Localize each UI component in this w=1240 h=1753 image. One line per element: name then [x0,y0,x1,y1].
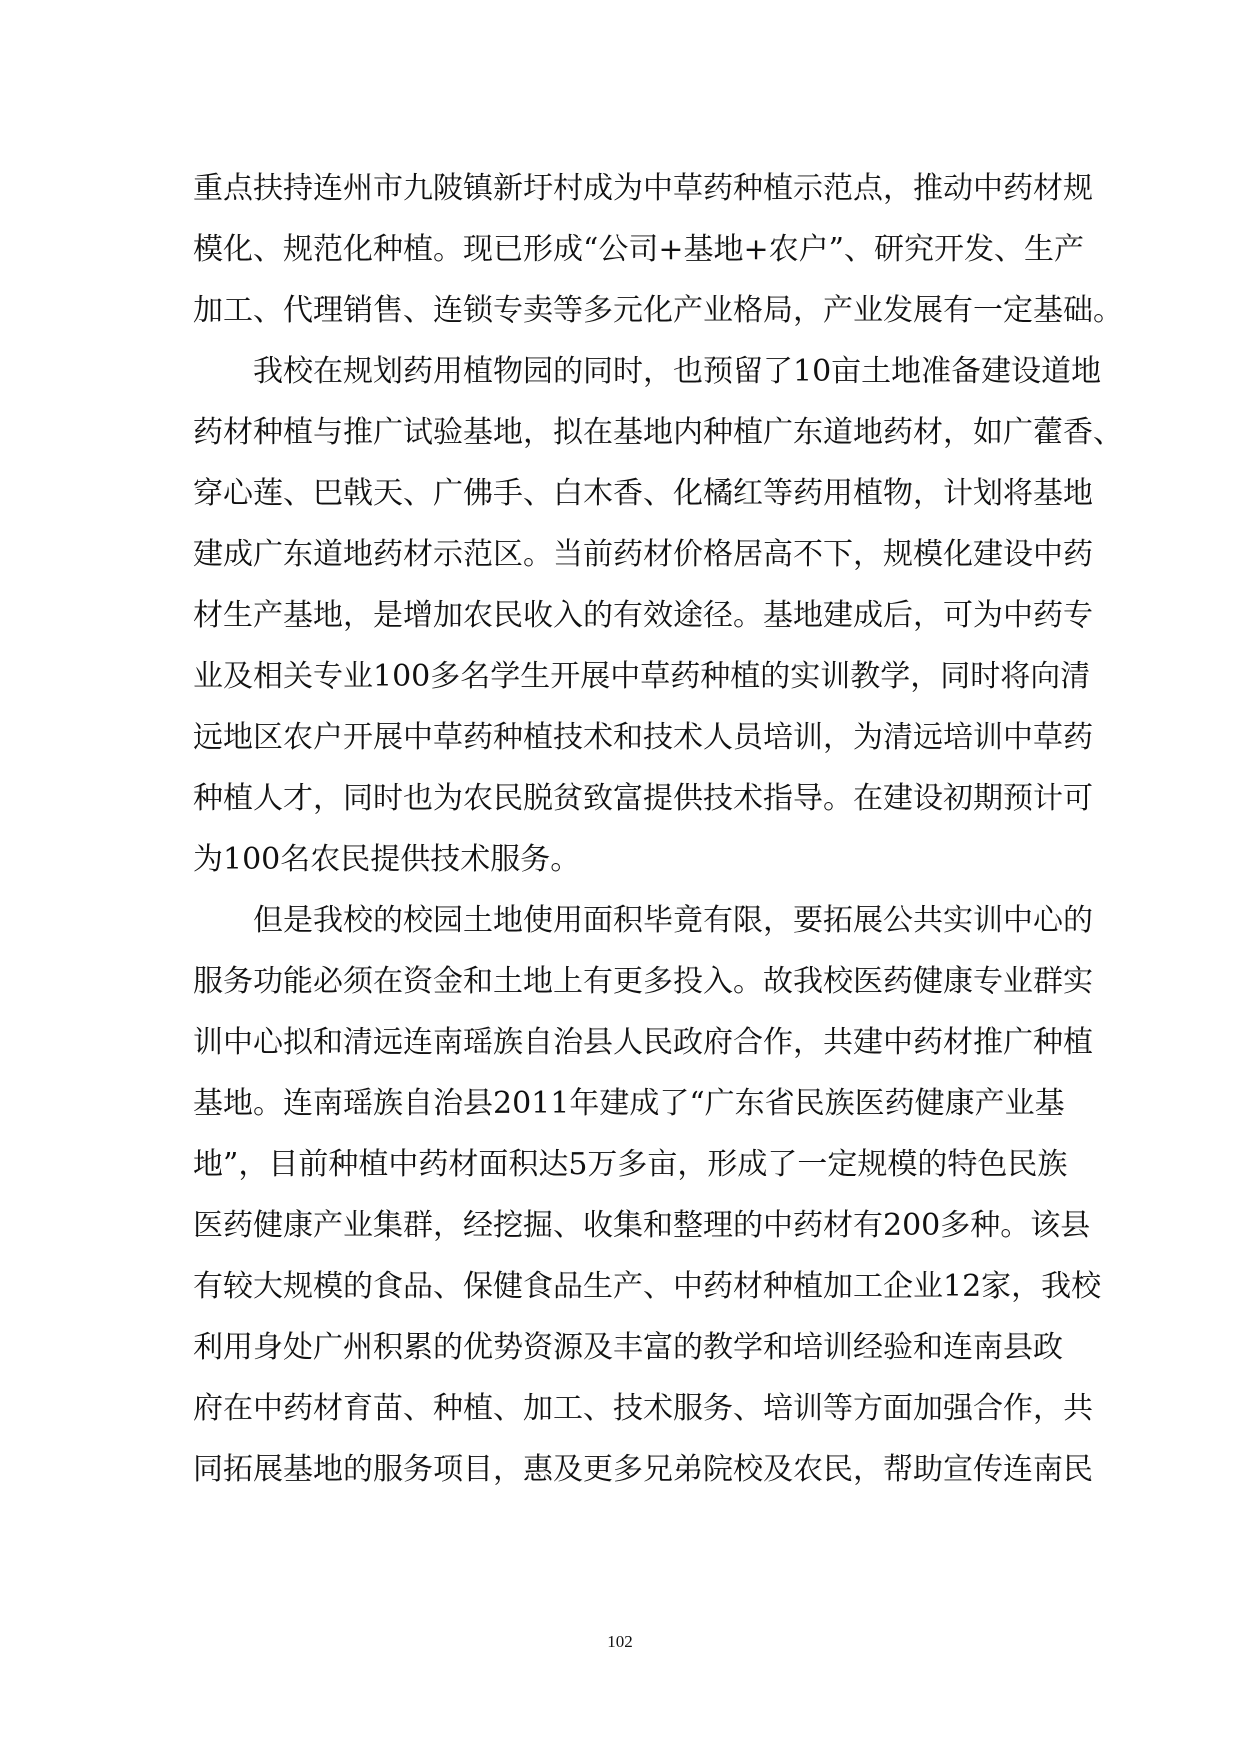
text-line: 医药健康产业集群，经挖掘、收集和整理的中药材有200多种。该县 [193,1208,1091,1243]
text-line: 我校在规划药用植物园的同时，也预留了10亩土地准备建设道地 [253,354,1102,389]
text-line: 种植人才，同时也为农民脱贫致富提供技术指导。在建设初期预计可 [193,781,1093,816]
paragraph-2 [193,341,1123,890]
text-line: 重点扶持连州市九陂镇新圩村成为中草药种植示范点，推动中药材规 [193,171,1093,206]
page-number: 102 [607,1632,633,1651]
text-line: 模化、规范化种植。现已形成“公司+基地+农户”、研究开发、生产 [193,232,1084,267]
text-line: 药材种植与推广试验基地，拟在基地内种植广东道地药材，如广藿香、 [193,415,1123,450]
text-line: 地”，目前种植中药材面积达5万多亩，形成了一定规模的特色民族 [193,1147,1068,1182]
text-line: 训中心拟和清远连南瑶族自治县人民政府合作，共建中药材推广种植 [193,1025,1093,1060]
text-line: 远地区农户开展中草药种植技术和技术人员培训，为清远培训中草药 [193,720,1093,755]
text-line: 但是我校的校园土地使用面积毕竟有限，要拓展公共实训中心的 [253,903,1093,938]
text-line: 为100名农民提供技术服务。 [193,842,581,877]
text-line: 府在中药材育苗、种植、加工、技术服务、培训等方面加强合作，共 [193,1391,1093,1426]
text-line: 同拓展基地的服务项目，惠及更多兄弟院校及农民，帮助宣传连南民 [193,1452,1093,1487]
text-line: 业及相关专业100多名学生开展中草药种植的实训教学，同时将向清 [193,659,1091,694]
text-line: 利用身处广州积累的优势资源及丰富的教学和培训经验和连南县政 [193,1330,1063,1365]
text-line: 基地。连南瑶族自治县2011年建成了“广东省民族医药健康产业基 [193,1086,1065,1121]
text-line: 建成广东道地药材示范区。当前药材价格居高不下，规模化建设中药 [193,537,1093,572]
text-line: 加工、代理销售、连锁专卖等多元化产业格局，产业发展有一定基础。 [193,293,1123,328]
paragraph-1 [193,158,1123,341]
document-body [193,158,1123,1500]
text-line: 穿心莲、巴戟天、广佛手、白木香、化橘红等药用植物，计划将基地 [193,476,1093,511]
paragraph-3 [193,890,1102,1500]
text-line: 服务功能必须在资金和土地上有更多投入。故我校医药健康专业群实 [193,964,1093,999]
text-line: 材生产基地，是增加农民收入的有效途径。基地建成后，可为中药专 [193,598,1093,633]
text-line: 有较大规模的食品、保健食品生产、中药材种植加工企业12家，我校 [193,1269,1102,1304]
